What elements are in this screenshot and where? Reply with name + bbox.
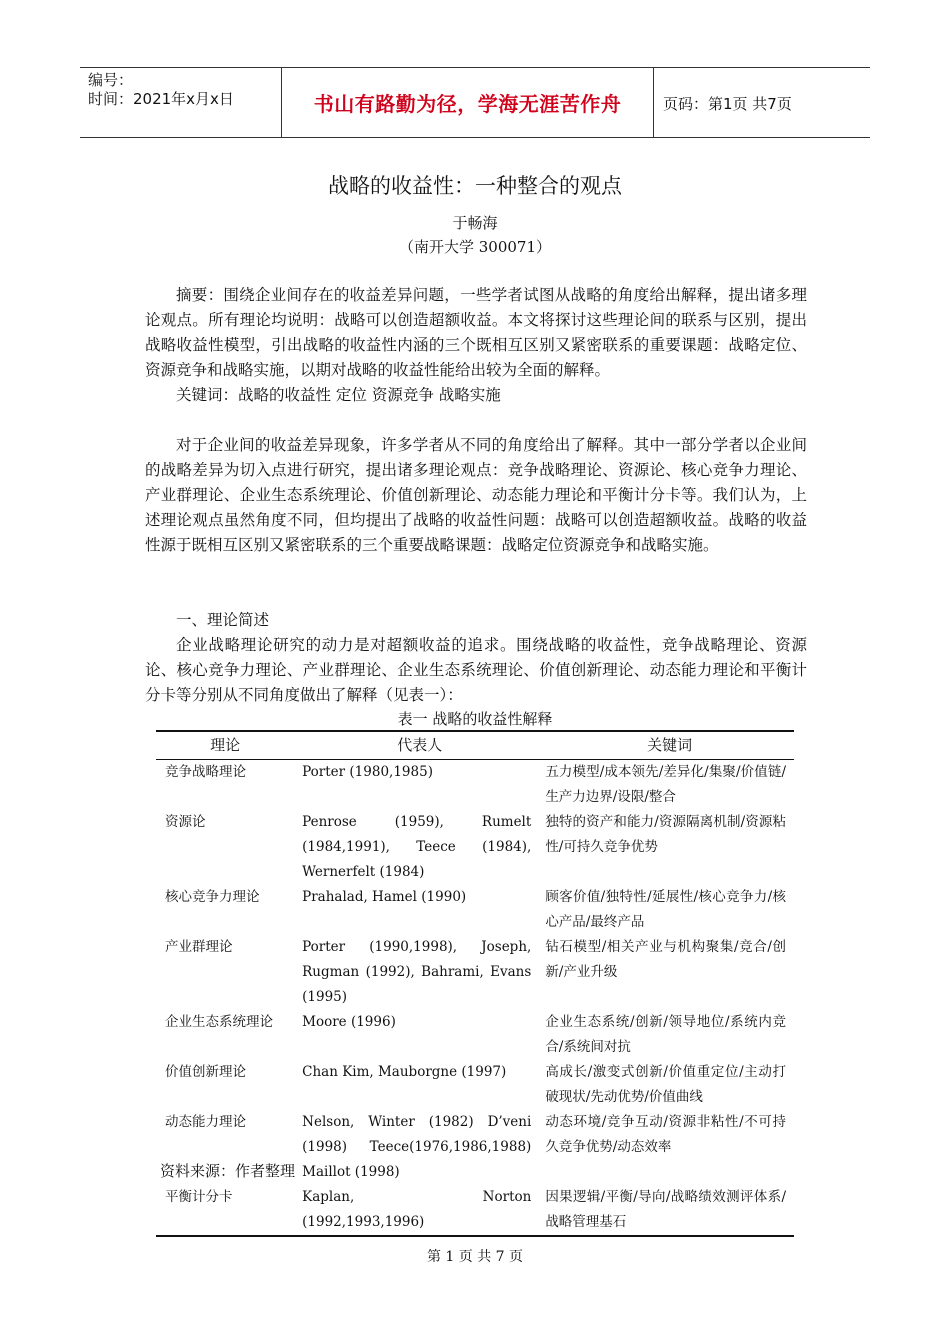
keywords-cell: 五力模型/成本领先/差异化/集聚/价值链/生产力边界/设限/整合 [545,764,786,805]
keywords-cell: 企业生态系统/创新/领导地位/系统内竞合/系统间对抗 [545,1014,786,1055]
table-row [156,1010,794,1060]
authors-cell: Chan Kim, Mauborgne (1997) [302,1064,507,1080]
table-row [156,935,794,1010]
authors-cell: Penrose (1959), Rumelt (1984,1991), Teece (1984), Wernerfelt (1984) [302,814,532,880]
theory-cell: 动态能力理论 [165,1114,246,1130]
authors-cell: Moore (1996) [302,1014,396,1030]
header-motto: 书山有路勤为径，学海无涯苦作舟 [313,92,622,116]
theory-cell: 价值创新理论 [165,1064,246,1080]
header-page-info: 页码：第1页 共7页 [663,95,792,113]
theory-cell: 产业群理论 [165,939,233,955]
theory-cell: 核心竞争力理论 [165,889,260,905]
keywords-cell: 动态环境/竞争互动/资源非粘性/不可持久竞争优势/动态效率 [545,1114,786,1155]
keywords-cell: 独特的资产和能力/资源隔离机制/资源粘性/可持久竞争优势 [545,814,786,855]
authors-cell: Porter (1990,1998), Joseph, Rugman (1992), Bahrami, Evans (1995) [302,939,532,1005]
authors-cell: Prahalad, Hamel (1990) [302,889,467,905]
authors-cell: Porter (1980,1985) [302,764,433,780]
author: 于畅海 [452,214,498,232]
col-header-theory: 理论 [210,736,241,754]
table-row [156,885,794,935]
table-row [156,1185,794,1236]
theory-cell: 平衡计分卡 [165,1189,233,1205]
keywords-cell: 高成长/激变式创新/价值重定位/主动打破现状/先动优势/价值曲线 [545,1064,786,1105]
theory-cell: 资源论 [165,814,206,830]
affiliation: （南开大学 300071） [398,238,552,256]
header-divider-right [653,68,654,137]
table-row [156,1060,794,1110]
table-header-row [156,731,794,760]
col-header-authors: 代表人 [397,736,443,754]
col-header-keywords: 关键词 [647,736,693,754]
keywords-cell: 钻石模型/相关产业与机构聚集/竞合/创新/产业升级 [545,939,786,980]
authors-cell: Nelson, Winter (1982) D’veni (1998) Teece(1976,1986,1988) Maillot (1998) [302,1114,532,1180]
number-label: 编号： [88,71,134,89]
page-footer: 第 1 页 共 7 页 [426,1249,524,1265]
table-row [156,760,794,811]
keywords-cell: 顾客价值/独特性/延展性/核心竞争力/核心产品/最终产品 [545,889,786,930]
authors-cell: Kaplan, Norton (1992,1993,1996) [302,1189,532,1230]
theory-cell: 企业生态系统理论 [165,1014,273,1030]
keywords: 关键词：战略的收益性 定位 资源竞争 战略实施 [176,386,501,404]
keywords-cell: 因果逻辑/平衡/导向/战略绩效测评体系/战略管理基石 [545,1189,786,1230]
table-row [156,810,794,885]
section-heading: 一、理论简述 [176,611,270,629]
intro-paragraph: 对于企业间的收益差异现象，许多学者从不同的角度给出了解释。其中一部分学者以企业间的战略差异为切入点进行研究，提出诸多理论观点：竞争战略理论、资源论、核心竞争力理论、产业群理论、企业生态系统理论、价值创新理论、动态能力理论和平衡计分卡等。我们认为，上述理论观点虽然角度不同，但均提出了战略的收益性问题：战略可以创造超额收益。战略的收益性源于既相互区别又紧密联系的三个重要战略课题：战略定位资源竞争和战略实施。 [145,436,807,554]
table-caption: 表一 战略的收益性解释 [397,710,553,728]
header-meta [88,71,234,109]
section-body: 企业战略理论研究的动力是对超额收益的追求。围绕战略的收益性，竞争战略理论、资源论、核心竞争力理论、产业群理论、企业生态系统理论、价值创新理论、动态能力理论和平衡计分卡等分别从不同角度做出了解释（见表一）： [145,636,807,704]
document-title: 战略的收益性：一种整合的观点 [328,174,622,198]
abstract: 摘要：围绕企业间存在的收益差异问题，一些学者试图从战略的角度给出解释，提出诸多理论观点。所有理论均说明：战略可以创造超额收益。本文将探讨这些理论间的联系与区别，提出战略收益性模型，引出战略的收益性内涵的三个既相互区别又紧密联系的重要课题：战略定位、资源竞争和战略实施，以期对战略的收益性能给出较为全面的解释。 [145,286,807,379]
document-header [80,67,870,138]
time-label: 时间：2021年x月x日 [88,90,234,108]
table-source: 资料来源：作者整理 [160,1162,296,1180]
theory-cell: 竞争战略理论 [165,764,246,780]
